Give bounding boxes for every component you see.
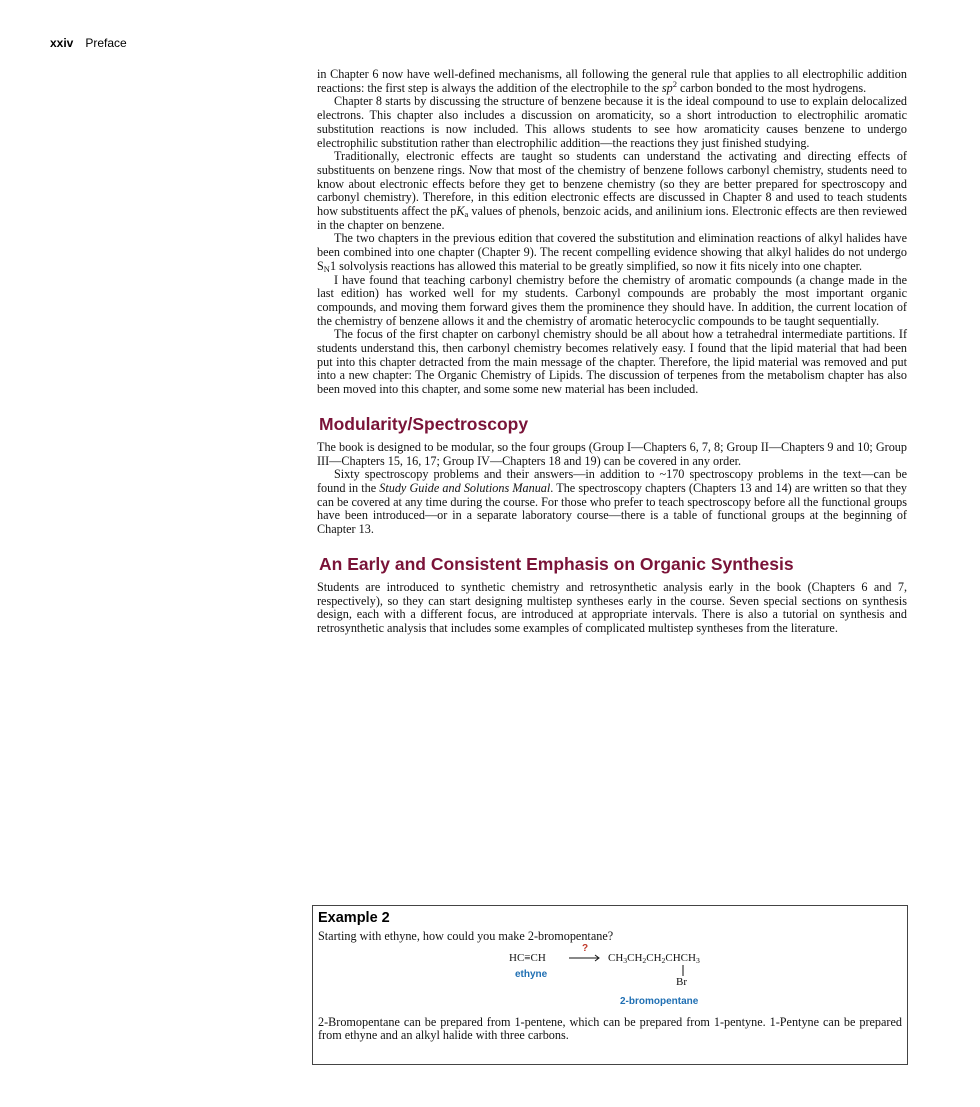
example-title: Example 2 — [318, 910, 390, 926]
product-formula: $CH_3CH_2CH_2CHCH_3$ — [608, 951, 700, 965]
reactant-formula: HC≡CH — [509, 951, 546, 964]
reaction-scheme — [318, 942, 902, 1016]
example-box — [312, 905, 908, 1065]
example-question: Starting with ethyne, how could you make 2-bromopentane? — [318, 929, 614, 943]
section-heading-synthesis: An Early and Consistent Emphasis on Organic Synthesis — [319, 553, 794, 574]
bromine-substituent: Br — [676, 975, 687, 988]
section-name: Preface — [85, 36, 127, 50]
paragraph-1: in Chapter 6 now have well-defined mechanisms, all following the general rule that applies to all electrophilic addition reactions: the first step is always the addition of the electrophile to the $sp^2$ carbon bonded to the most hydrogens. — [317, 67, 907, 95]
arrow-question-mark: ? — [582, 942, 589, 954]
section-heading-modularity: Modularity/Spectroscopy — [319, 413, 529, 434]
modularity-paragraph-2: Sixty spectroscopy problems and their answers—in addition to ~170 spectroscopy problems in the text—can be found in the Study Guide and Solutions Manual. The spectroscopy chapters (Chapters 13 and 14) are written so that they can be covered at any time during the course. For those who prefer to teach spectroscopy before all the functional groups have been introduced—or in a separate laboratory course—there is a table of functional groups at the beginning of Chapter 13. — [317, 467, 907, 537]
reaction-arrow-icon — [568, 954, 602, 962]
modularity-paragraph-1: The book is designed to be modular, so the four groups (Group I—Chapters 6, 7, 8; Group II—Chapters 9 and 10; Group III—Chapters 15, 16, 17; Group IV—Chapters 18 and 19) can be covered in any order. — [317, 439, 907, 468]
example-answer: 2-Bromopentane can be prepared from 1-pentene, which can be prepared from 1-pentyne. 1-Pentyne can be prepared from ethyne and an alkyl halide with three carbons. — [318, 1014, 902, 1043]
synthesis-paragraph-1: Students are introduced to synthetic chemistry and retrosynthetic analysis early in the book (Chapters 6 and 7, respectively), so they can start designing multistep syntheses early in the course. Seven special sections on synthesis design, each with a different focus, are introduced at appropriate intervals. There is also a tutorial on synthesis and retrosynthetic analysis that includes some examples of complicated multistep syntheses from the literature. — [317, 579, 907, 635]
running-header — [50, 36, 127, 50]
paragraph-3: Traditionally, electronic effects are taught so students can understand the activating and directing effects of substituents on benzene rings. Now that most of the chemistry of benzene follows carbonyl chemistry, students need to know about electronic effects before they get to benzene chemistry (so they are better prepared for spectroscopy and carbonyl chemistry). Therefore, in this edition electronic effects are discussed in Chapter 8 and used to teach students how substituents affect the $pK_a$ values of phenols, benzoic acids, and anilinium ions. Electronic effects are then reviewed in the chapter on benzene. — [317, 149, 907, 232]
paragraph-4: The two chapters in the previous edition that covered the substitution and elimination reactions of alkyl halides have been combined into one chapter (Chapter 9). The recent compelling evidence showing that alkyl halides do not undergo $S_N1$ solvolysis reactions has allowed this material to be greatly simplified, so now it fits nicely into one chapter. — [317, 231, 907, 274]
paragraph-6: The focus of the first chapter on carbonyl chemistry should be all about how a tetrahedral intermediate partitions. If students understand this, then carbonyl chemistry becomes relatively easy. I found that the lipid material that had been put into this chapter detracted from the main message of the chapter. Therefore, the lipid material was removed and put into a new chapter: The Organic Chemistry of Lipids. The discussion of terpenes from the metabolism chapter has also been moved into this chapter, and some some new material has been included. — [317, 327, 907, 397]
paragraph-2: Chapter 8 starts by discussing the structure of benzene because it is the ideal compound to use to explain delocalized electrons. This chapter also includes a discussion on aromaticity, so a short introduction to electrophilic aromatic substitution reactions is now included. This allows students to see how aromaticity causes benzene to undergo electrophilic substitution rather than electrophilic addition—the reactions they just finished studying. — [317, 94, 907, 150]
body-column — [317, 68, 907, 636]
product-label: 2-bromopentane — [620, 995, 699, 1007]
reactant-label: ethyne — [515, 968, 548, 980]
bond-line-icon — [681, 965, 685, 976]
page-number: xxiv — [50, 36, 74, 50]
paragraph-5: I have found that teaching carbonyl chemistry before the chemistry of aromatic compounds (a change made in the last edition) has worked well for my students. Carbonyl compounds are probably the most important organic compounds, and moving them forward gives them the prominence they should have. In addition, the current location of the chemistry of benzene allows it and the chemistry of aromatic heterocyclic compounds to be taught sequentially. — [317, 272, 907, 328]
